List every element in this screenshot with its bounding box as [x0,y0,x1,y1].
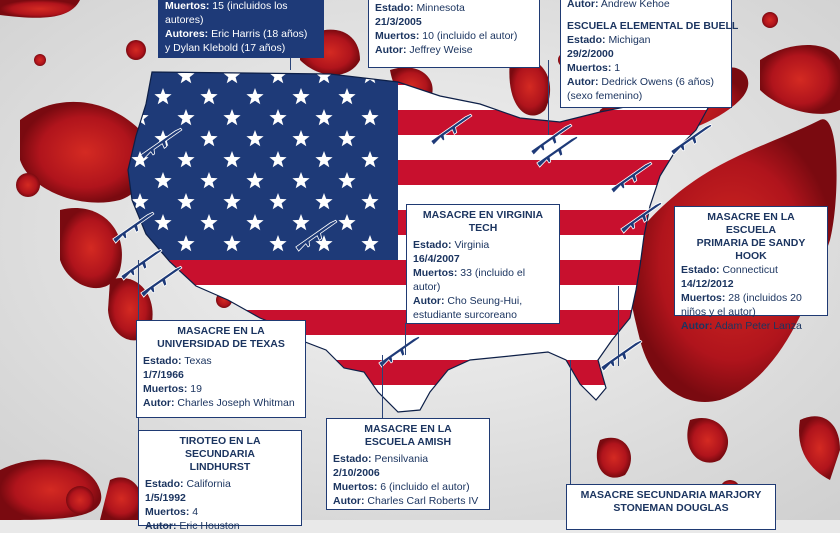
dead-label: Muertos: [375,30,420,42]
card-title-cont: LINDHURST [189,461,251,473]
author-value: Dedrick Owens (6 años) [601,76,715,88]
dead-value: 6 (incluido el autor) [380,481,470,493]
date: 1/7/1966 [143,369,184,381]
state-label: Estado: [145,478,184,490]
state-label: Estado: [413,239,452,251]
dead-label: Muertos: [413,267,458,279]
author-value-cont: estudiante surcoreano [413,309,517,321]
state-label: Estado: [375,2,414,14]
authors-value: Eric Harris (18 años) [211,28,308,40]
state-value: Connecticut [722,264,778,276]
card-title-cont: PRIMARIA DE SANDY HOOK [696,237,806,262]
state-value: California [186,478,231,490]
date: 2/10/2006 [333,467,380,479]
card-title-cont: STONEMAN DOUGLAS [613,502,729,514]
dead-value: 33 (incluido el [460,267,526,279]
dead-value: 19 [190,383,202,395]
author-value: Eric Houston [179,520,240,532]
card-title: MASACRE EN LA [177,325,265,337]
dead-label: Muertos: [567,62,612,74]
state-value: Virginia [454,239,490,251]
card-virginia-tech [406,204,560,324]
author-label: Autor: [413,295,445,307]
card-amish [326,418,490,510]
card-title: MASACRE EN LA [364,423,452,435]
author-label: Autor: [375,44,407,56]
state-value: Pensilvania [374,453,429,465]
dead-value: 10 (incluido el autor) [422,30,518,42]
card-title: MASACRE EN VIRGINIA TECH [422,209,544,234]
author-label: Autor: [333,495,365,507]
dead-value: 15 (incluidos los [212,0,288,12]
card-columbine [158,0,324,58]
dead-value-cont: niños y el autor) [681,306,756,318]
authors-value-cont: y Dylan Klebold (17 años) [165,42,286,54]
state-value: Minnesota [416,2,465,14]
card-sandy-hook [674,206,828,332]
state-label: Estado: [567,34,606,46]
card-red-lake [368,0,540,68]
date: 16/4/2007 [413,253,460,265]
date: 14/12/2012 [681,278,734,290]
card-texas [136,320,306,418]
authors-label: Autores: [165,28,209,40]
dead-value-cont: autor) [413,281,441,293]
author-label: Autor: [567,76,599,88]
author-value: Adam Peter Lanza [714,320,802,332]
date: 29/2/2000 [567,48,614,60]
author-value: Cho Seung-Hui, [447,295,523,307]
dead-value: 4 [192,506,199,518]
dead-value: 28 (incluidos 20 [728,292,802,304]
dead-value-cont: autores) [165,14,204,26]
author-value: Charles Joseph Whitman [177,397,295,409]
card-parkland [566,484,776,530]
dead-label: Muertos: [145,506,190,518]
card-title: MASACRE EN LA ESCUELA [707,211,795,236]
card-title-cont: ESCUELA AMISH [364,436,452,448]
author-label: Autor: [145,520,177,532]
date: 21/3/2005 [375,16,422,28]
author-label: Autor: [143,397,175,409]
prev-author-value: Andrew Kehoe [600,0,670,10]
state-label: Estado: [681,264,720,276]
author-label: Autor: [681,320,713,332]
card-lindhurst [138,430,302,532]
date: 1/5/1992 [145,492,186,504]
card-title: ESCUELA ELEMENTAL DE BUELL [567,20,739,32]
state-label: Estado: [333,453,372,465]
author-value: Charles Carl Roberts IV [367,495,479,507]
card-title: MASACRE SECUNDARIA MARJORY [580,489,762,501]
prev-author-label: Autor: [567,0,599,10]
author-value-cont: (sexo femenino) [567,90,643,102]
state-value: Michigan [608,34,651,46]
author-value: Jeffrey Weise [409,44,473,56]
dead-value: 1 [614,62,621,74]
dead-label: Muertos: [165,0,210,12]
card-title: TIROTEO EN LA SECUNDARIA [179,435,261,460]
dead-label: Muertos: [143,383,188,395]
card-buell [560,0,739,108]
dead-label: Muertos: [681,292,726,304]
state-value: Texas [184,355,212,367]
dead-label: Muertos: [333,481,378,493]
card-title-cont: UNIVERSIDAD DE TEXAS [157,338,285,350]
state-label: Estado: [143,355,182,367]
